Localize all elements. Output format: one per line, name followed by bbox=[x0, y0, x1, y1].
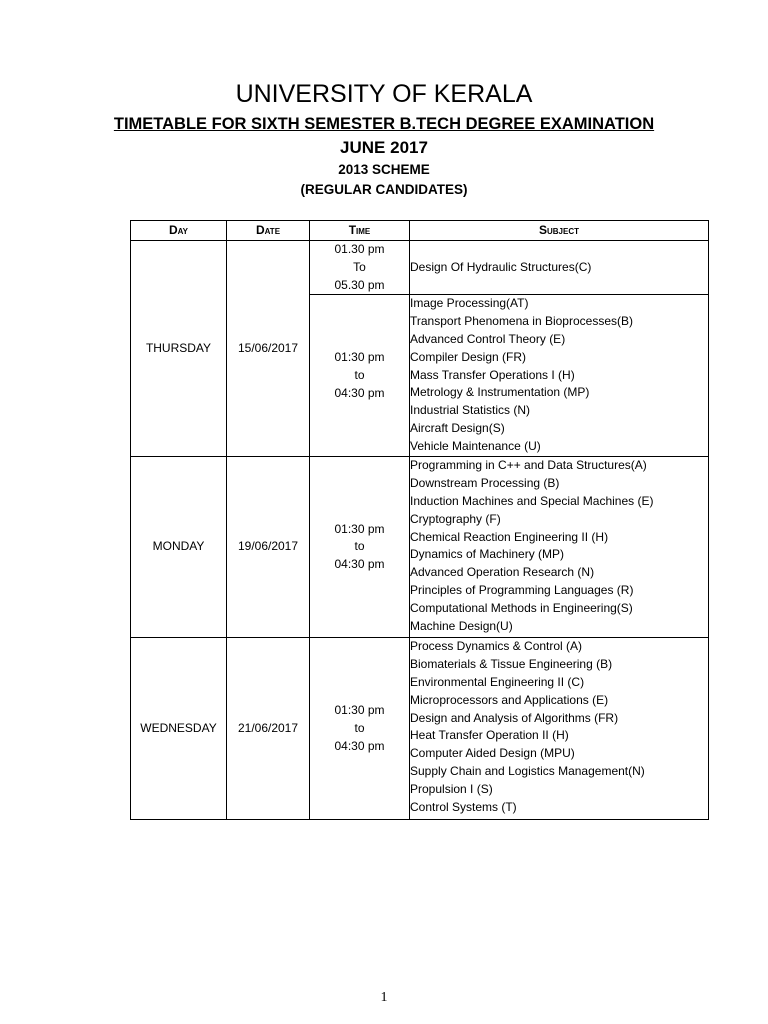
subject-item: Control Systems (T) bbox=[410, 799, 517, 814]
timetable-title: TIMETABLE FOR SIXTH SEMESTER B.TECH DEGREE EXAMINATION bbox=[113, 115, 655, 133]
subject-item: Process Dynamics & Control (A) bbox=[410, 639, 583, 654]
subject-item: Compiler Design (FR) bbox=[410, 349, 527, 364]
subject-item: Advanced Control Theory (E) bbox=[410, 331, 566, 346]
subject-item: Image Processing(AT) bbox=[410, 296, 529, 311]
subject-item: Machine Design(U) bbox=[410, 618, 513, 633]
page-number: 1 bbox=[380, 990, 388, 1005]
column-header-day: Day bbox=[131, 221, 227, 241]
subject-item: Mass Transfer Operations I (H) bbox=[410, 367, 575, 382]
subject-cell bbox=[410, 457, 709, 638]
subject-item: Supply Chain and Logistics Management(N) bbox=[410, 763, 645, 778]
column-header-date: Date bbox=[227, 221, 310, 241]
timetable bbox=[130, 220, 709, 820]
exam-month: JUNE 2017 bbox=[340, 138, 428, 157]
subject-item: Heat Transfer Operation II (H) bbox=[410, 728, 569, 743]
subject-item: Industrial Statistics (N) bbox=[410, 403, 531, 418]
date-cell: 15/06/2017 bbox=[227, 241, 310, 457]
date-cell: 19/06/2017 bbox=[227, 457, 310, 638]
subject-item: Microprocessors and Applications (E) bbox=[410, 692, 609, 707]
university-name: UNIVERSITY OF KERALA bbox=[235, 80, 533, 108]
subject-item: Dynamics of Machinery (MP) bbox=[410, 547, 565, 562]
subject-item: Downstream Processing (B) bbox=[410, 476, 560, 491]
table-row bbox=[131, 457, 709, 638]
column-header-subject: Subject bbox=[410, 221, 709, 241]
scheme-label: 2013 SCHEME bbox=[338, 162, 430, 177]
subject-item: Advanced Operation Research (N) bbox=[410, 565, 595, 580]
date-cell: 21/06/2017 bbox=[227, 638, 310, 820]
time-end: 04:30 pm bbox=[334, 385, 385, 400]
subject-item: Induction Machines and Special Machines (E) bbox=[410, 493, 654, 508]
table-header-row bbox=[131, 221, 709, 241]
subject-item: Chemical Reaction Engineering II (H) bbox=[410, 529, 609, 544]
time-start: 01:30 pm bbox=[334, 703, 385, 718]
day-cell: THURSDAY bbox=[131, 241, 227, 457]
subject-item: Computational Methods in Engineering(S) bbox=[410, 600, 633, 615]
subject-cell bbox=[410, 241, 709, 295]
subject-item: Aircraft Design(S) bbox=[410, 420, 505, 435]
time-cell bbox=[310, 295, 410, 457]
time-separator: to bbox=[354, 720, 365, 735]
time-end: 05.30 pm bbox=[334, 277, 385, 292]
subject-item: Metrology & Instrumentation (MP) bbox=[410, 385, 590, 400]
time-start: 01:30 pm bbox=[334, 521, 385, 536]
subject-item: Environmental Engineering II (C) bbox=[410, 674, 585, 689]
time-separator: To bbox=[353, 259, 366, 274]
time-cell bbox=[310, 457, 410, 638]
subject-item: Computer Aided Design (MPU) bbox=[410, 746, 575, 761]
table-row bbox=[131, 638, 709, 820]
day-cell: MONDAY bbox=[131, 457, 227, 638]
time-start: 01:30 pm bbox=[334, 350, 385, 365]
subject-cell bbox=[410, 638, 709, 820]
table-row bbox=[131, 241, 709, 295]
subject-item: Biomaterials & Tissue Engineering (B) bbox=[410, 657, 613, 672]
time-end: 04:30 pm bbox=[334, 557, 385, 572]
time-separator: to bbox=[354, 367, 365, 382]
subject-item: Cryptography (F) bbox=[410, 511, 501, 526]
time-end: 04:30 pm bbox=[334, 738, 385, 753]
day-cell: WEDNESDAY bbox=[131, 638, 227, 820]
time-cell bbox=[310, 638, 410, 820]
time-cell bbox=[310, 241, 410, 295]
time-separator: to bbox=[354, 539, 365, 554]
subject-item: Programming in C++ and Data Structures(A) bbox=[410, 458, 647, 473]
subject-item: Principles of Programming Languages (R) bbox=[410, 582, 634, 597]
column-header-time: Time bbox=[310, 221, 410, 241]
subject-item: Design and Analysis of Algorithms (FR) bbox=[410, 710, 619, 725]
time-start: 01.30 pm bbox=[334, 242, 385, 256]
subject-item: Propulsion I (S) bbox=[410, 781, 493, 796]
candidates-label: (REGULAR CANDIDATES) bbox=[300, 182, 468, 197]
subject-item: Vehicle Maintenance (U) bbox=[410, 438, 541, 453]
subject-item: Transport Phenomena in Bioprocesses(B) bbox=[410, 314, 633, 329]
subject-cell bbox=[410, 295, 709, 457]
subject-item: Design Of Hydraulic Structures(C) bbox=[410, 259, 592, 274]
